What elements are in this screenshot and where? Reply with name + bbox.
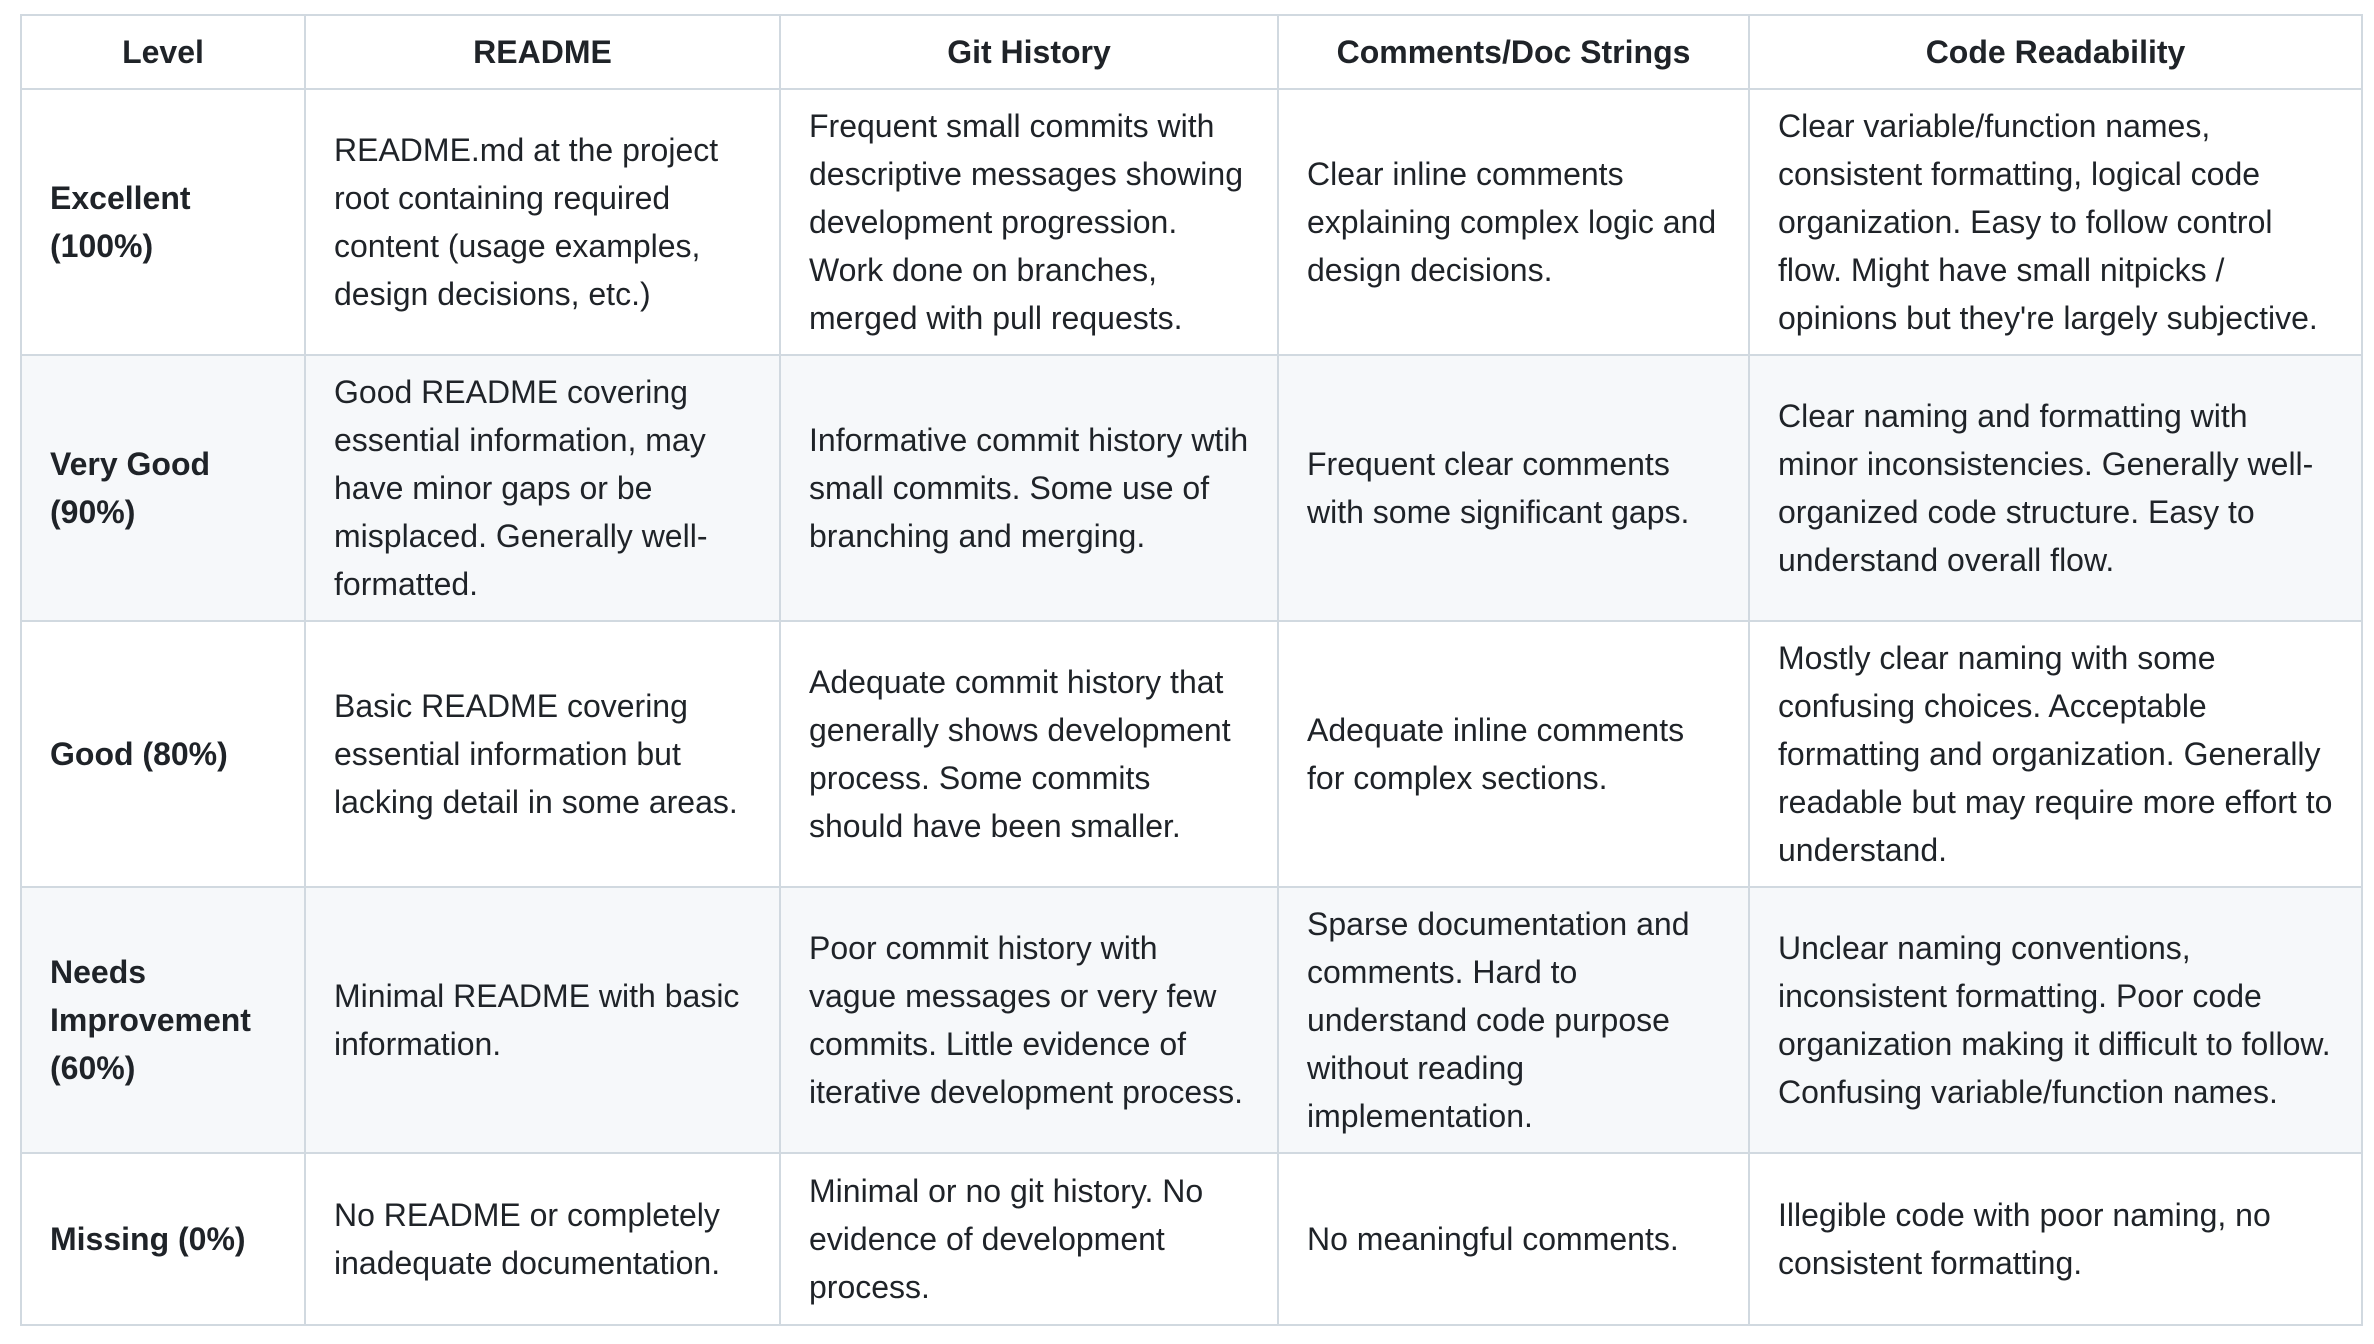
readability-cell: Illegible code with poor naming, no consistent formatting. — [1749, 1153, 2362, 1325]
readme-cell: Minimal README with basic information. — [305, 887, 780, 1153]
header-readme: README — [305, 15, 780, 89]
level-cell: Needs Improvement (60%) — [21, 887, 305, 1153]
comments-cell: Sparse documentation and comments. Hard to understand code purpose without reading implementation. — [1278, 887, 1749, 1153]
readme-cell: README.md at the project root containing required content (usage examples, design decisions, etc.) — [305, 89, 780, 355]
level-cell: Very Good (90%) — [21, 355, 305, 621]
header-row — [21, 15, 2362, 89]
header-code-readability: Code Readability — [1749, 15, 2362, 89]
git-history-cell: Frequent small commits with descriptive messages showing development progression. Work done on branches, merged with pull requests. — [780, 89, 1278, 355]
table-row — [21, 621, 2362, 887]
header-comments: Comments/Doc Strings — [1278, 15, 1749, 89]
level-cell: Excellent (100%) — [21, 89, 305, 355]
readability-cell: Clear naming and formatting with minor inconsistencies. Generally well-organized code structure. Easy to understand overall flow. — [1749, 355, 2362, 621]
comments-cell: Frequent clear comments with some significant gaps. — [1278, 355, 1749, 621]
header-git-history: Git History — [780, 15, 1278, 89]
rubric-table — [20, 14, 2363, 1326]
git-history-cell: Informative commit history wtih small commits. Some use of branching and merging. — [780, 355, 1278, 621]
level-cell: Good (80%) — [21, 621, 305, 887]
git-history-cell: Minimal or no git history. No evidence of development process. — [780, 1153, 1278, 1325]
rubric-table-container — [20, 14, 2363, 1326]
table-row — [21, 887, 2362, 1153]
readability-cell: Unclear naming conventions, inconsistent formatting. Poor code organization making it difficult to follow. Confusing variable/function names. — [1749, 887, 2362, 1153]
header-level: Level — [21, 15, 305, 89]
level-cell: Missing (0%) — [21, 1153, 305, 1325]
readme-cell: Good README covering essential information, may have minor gaps or be misplaced. Generally well-formatted. — [305, 355, 780, 621]
readme-cell: Basic README covering essential information but lacking detail in some areas. — [305, 621, 780, 887]
readme-cell: No README or completely inadequate documentation. — [305, 1153, 780, 1325]
readability-cell: Clear variable/function names, consistent formatting, logical code organization. Easy to follow control flow. Might have small nitpicks / opinions but they're largely subjective. — [1749, 89, 2362, 355]
git-history-cell: Adequate commit history that generally shows development process. Some commits should have been smaller. — [780, 621, 1278, 887]
readability-cell: Mostly clear naming with some confusing choices. Acceptable formatting and organization. Generally readable but may require more effort to understand. — [1749, 621, 2362, 887]
table-row — [21, 89, 2362, 355]
table-row — [21, 1153, 2362, 1325]
git-history-cell: Poor commit history with vague messages or very few commits. Little evidence of iterative development process. — [780, 887, 1278, 1153]
comments-cell: No meaningful comments. — [1278, 1153, 1749, 1325]
comments-cell: Clear inline comments explaining complex logic and design decisions. — [1278, 89, 1749, 355]
comments-cell: Adequate inline comments for complex sections. — [1278, 621, 1749, 887]
table-row — [21, 355, 2362, 621]
